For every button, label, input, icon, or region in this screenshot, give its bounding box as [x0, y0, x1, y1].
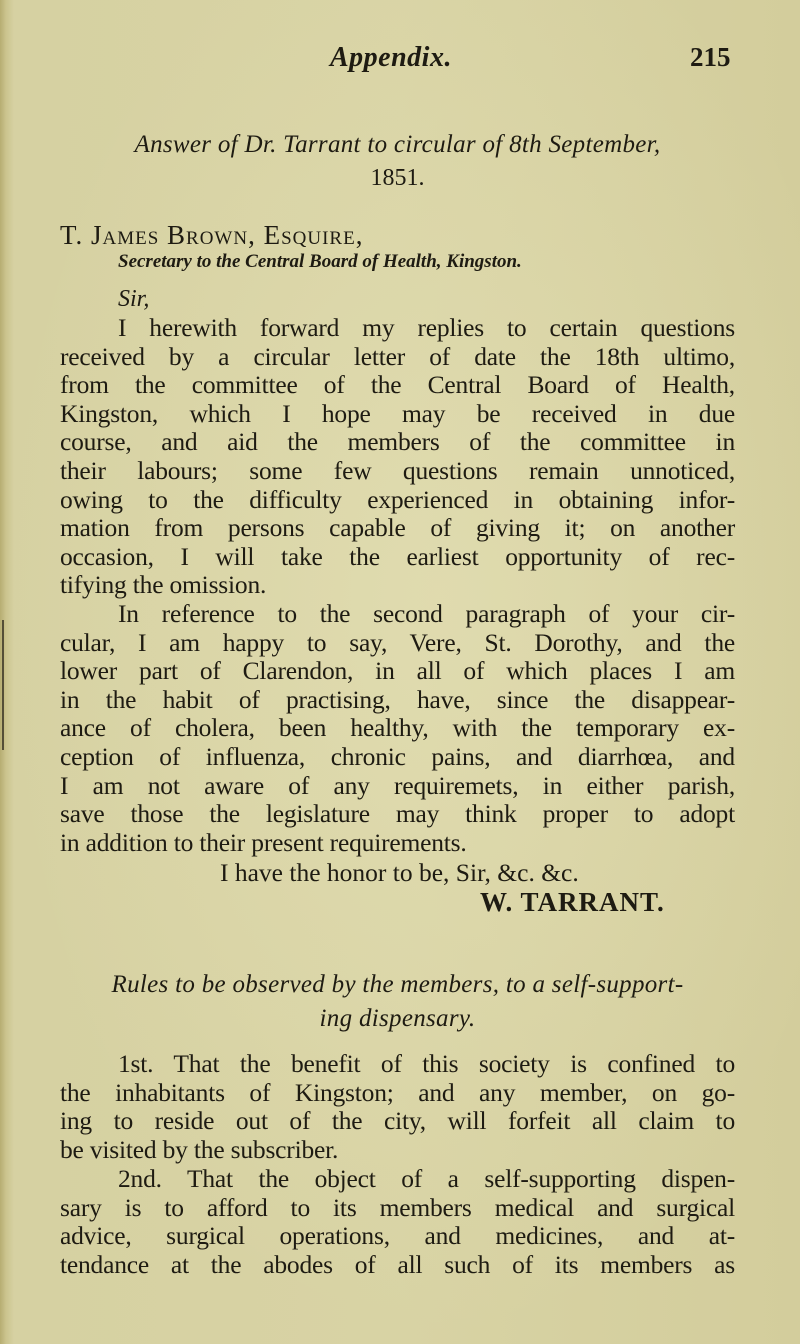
- text-line: course, and aid the members of the committee in: [60, 427, 735, 457]
- letter-closing-block: [60, 858, 735, 917]
- text-line: 2nd. That the object of a self-supporting dispen-: [118, 1164, 735, 1193]
- text-line: tifying the omission.: [60, 570, 267, 600]
- text-line: received by a circular letter of date the 18th ultimo,: [60, 341, 735, 371]
- letter-heading-title: Answer of Dr. Tarrant to circular of 8th September,: [134, 131, 661, 158]
- text-line: occasion, I will take the earliest opportunity of rec-: [60, 541, 735, 571]
- text-line: their labours; some few questions remain unnoticed,: [60, 455, 735, 485]
- rule-2: [60, 1165, 735, 1279]
- addressee-block: [60, 220, 735, 274]
- text-line: cular, I am happy to say, Vere, St. Dorothy, and the: [60, 627, 735, 657]
- rule-1: [60, 1050, 735, 1164]
- text-line: the inhabitants of Kingston; and any member, on go-: [60, 1077, 735, 1107]
- text-line: lower part of Clarendon, in all of which places I am: [60, 656, 735, 686]
- text-line: ing to reside out of the city, will forfeit all claim to: [60, 1106, 735, 1136]
- text-line: Kingston, which I hope may be received in due: [60, 398, 735, 428]
- text-line: tendance at the abodes of all such of its members as: [60, 1249, 735, 1279]
- text-line: owing to the difficulty experienced in obtaining infor-: [60, 484, 735, 514]
- letter-closing: I have the honor to be, Sir, &c. &c.: [220, 858, 579, 887]
- letter-heading-year: 1851.: [370, 165, 425, 191]
- text-line: I am not aware of any requiremets, in either parish,: [60, 770, 735, 800]
- text-line: in addition to their present requirements.: [60, 827, 467, 857]
- binding-edge-mark: [2, 620, 4, 750]
- text-line: save those the legislature may think proper to adopt: [60, 799, 735, 829]
- text-line: be visited by the subscriber.: [60, 1134, 339, 1164]
- salutation: Sir,: [118, 286, 150, 312]
- text-line: in the habit of practising, have, since the disappear-: [60, 684, 735, 714]
- salutation-block: [60, 284, 735, 314]
- rules-heading-line-1: Rules to be observed by the members, to a self-support-: [111, 971, 684, 998]
- addressee-name: T. James Brown, Esquire,: [60, 220, 364, 250]
- text-line: from the committee of the Central Board of Health,: [60, 370, 735, 400]
- letter-paragraph-2: [60, 600, 735, 857]
- text-line: I herewith forward my replies to certain questions: [118, 313, 735, 342]
- text-line: mation from persons capable of giving it; on another: [60, 513, 735, 543]
- letter-heading: [60, 128, 735, 192]
- rules-heading: [60, 968, 735, 1036]
- addressee-title: Secretary to the Central Board of Health, Kingston.: [118, 251, 522, 272]
- running-head: [0, 42, 800, 82]
- text-line: sary is to afford to its members medical and surgical: [60, 1192, 735, 1222]
- text-line: advice, surgical operations, and medicines, and at-: [60, 1221, 735, 1251]
- letter-paragraph-1: [60, 314, 735, 600]
- text-line: ance of cholera, been healthy, with the temporary ex-: [60, 713, 735, 743]
- rules-heading-line-2: ing dispensary.: [319, 1005, 476, 1032]
- running-title: Appendix.: [330, 42, 452, 73]
- page-number: 215: [690, 42, 731, 72]
- text-line: In reference to the second paragraph of your cir-: [118, 599, 735, 628]
- text-line: 1st. That the benefit of this society is confined to: [118, 1049, 735, 1078]
- text-line: ception of influenza, chronic pains, and diarrhœa, and: [60, 741, 735, 771]
- signature: W. TARRANT.: [480, 887, 665, 917]
